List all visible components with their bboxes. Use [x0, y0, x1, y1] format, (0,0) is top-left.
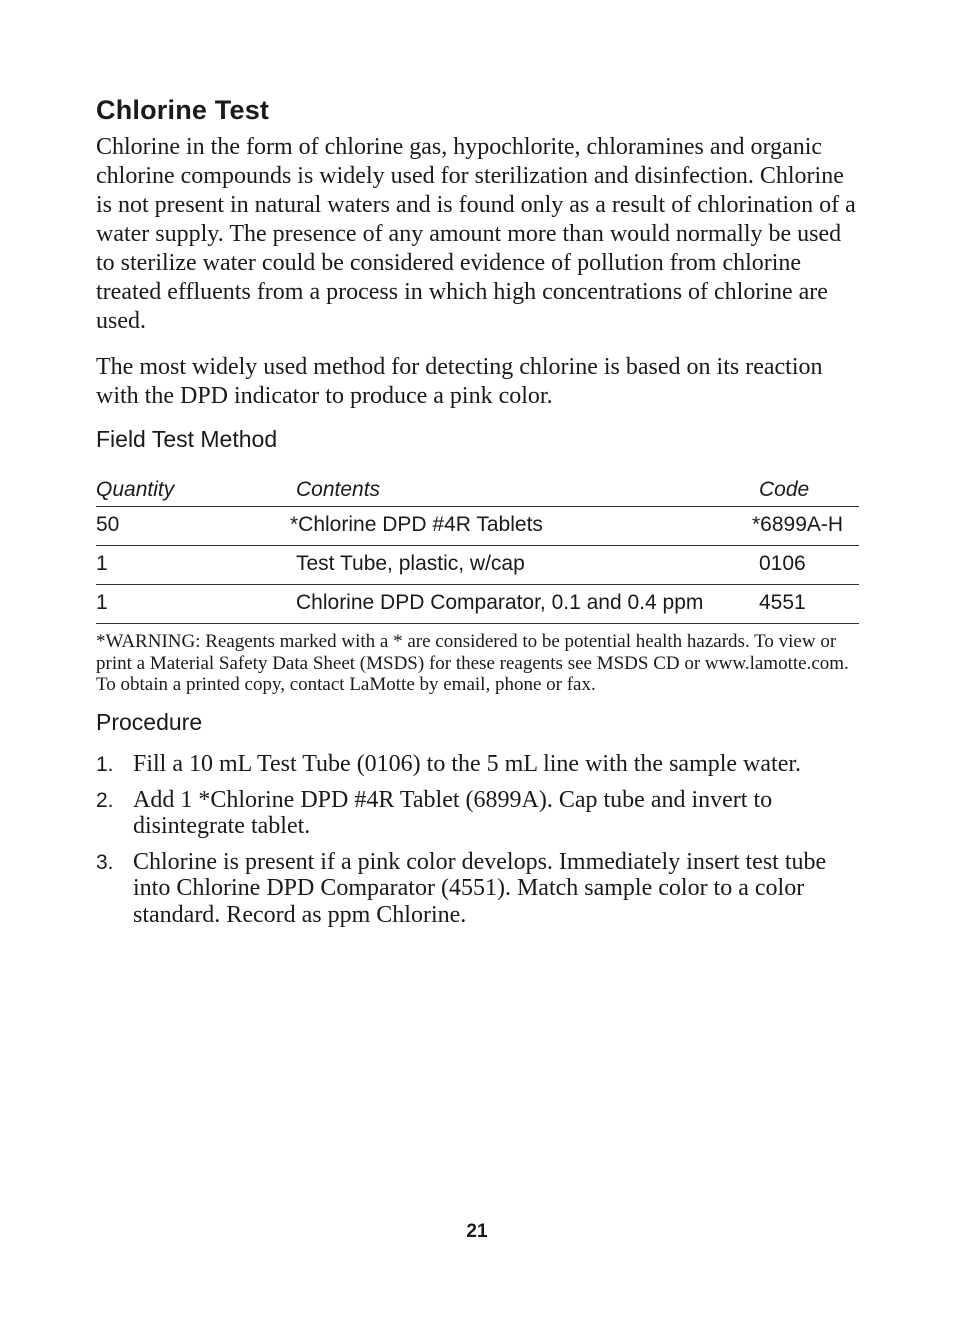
field-test-heading: Field Test Method — [96, 426, 278, 452]
page-title: Chlorine Test — [96, 95, 270, 125]
cell-quantity: 50 — [96, 513, 120, 536]
step-number: 1. — [96, 753, 114, 776]
step-number: 2. — [96, 788, 114, 812]
procedure-steps — [96, 751, 856, 937]
cell-quantity: 1 — [96, 552, 108, 575]
table-header-row — [96, 474, 859, 507]
cell-contents: Chlorine DPD Comparator, 0.1 and 0.4 ppm — [296, 591, 704, 614]
cell-contents: Test Tube, plastic, w/cap — [296, 552, 525, 575]
cell-contents: *Chlorine DPD #4R Tablets — [290, 513, 543, 536]
warning-note: *WARNING: Reagents marked with a * are considered to be potential health hazards. To view or print a Material Safety Data Sheet (MSDS) for these reagents see MSDS CD or www.lamotte.com. To obtain a printed copy, contact LaMotte by email, phone or fax. — [96, 631, 849, 695]
step-text: Add 1 *Chlorine DPD #4R Tablet (6899A). Cap tube and invert to disintegrate tablet. — [133, 786, 773, 839]
header-contents: Contents — [296, 478, 381, 501]
table-row — [96, 546, 859, 585]
procedure-heading: Procedure — [96, 709, 203, 735]
list-item — [96, 751, 856, 778]
table-row — [96, 507, 859, 546]
step-text: Chlorine is present if a pink color develops. Immediately insert test tube into Chlorine DPD Comparator (4551). Match sample color to a color standard. Record as ppm Chlorine. — [133, 848, 827, 928]
step-text: Fill a 10 mL Test Tube (0106) to the 5 mL line with the sample water. — [133, 751, 802, 777]
table-row — [96, 585, 859, 624]
step-number: 3. — [96, 850, 114, 874]
contents-table — [96, 474, 859, 624]
method-paragraph: The most widely used method for detecting chlorine is based on its reaction with the DPD indicator to produce a pink color. — [96, 354, 823, 409]
list-item — [96, 787, 856, 840]
page-number: 21 — [466, 1221, 488, 1242]
cell-code: 0106 — [759, 552, 806, 575]
intro-paragraph: Chlorine in the form of chlorine gas, hypochlorite, chloramines and organic chlorine compounds is widely used for sterilization and disinfection. Chlorine is not present in natural waters and is found only as a result of chlorination of a water supply. The presence of any amount more than would normally be used to sterilize water could be considered evidence of pollution from chlorine treated effluents from a process in which high concentrations of chlorine are used. — [96, 134, 856, 334]
cell-code: 4551 — [759, 591, 806, 614]
cell-quantity: 1 — [96, 591, 108, 614]
list-item — [96, 849, 856, 929]
header-quantity: Quantity — [96, 478, 175, 501]
cell-code: *6899A-H — [752, 513, 844, 536]
header-code: Code — [759, 478, 810, 501]
